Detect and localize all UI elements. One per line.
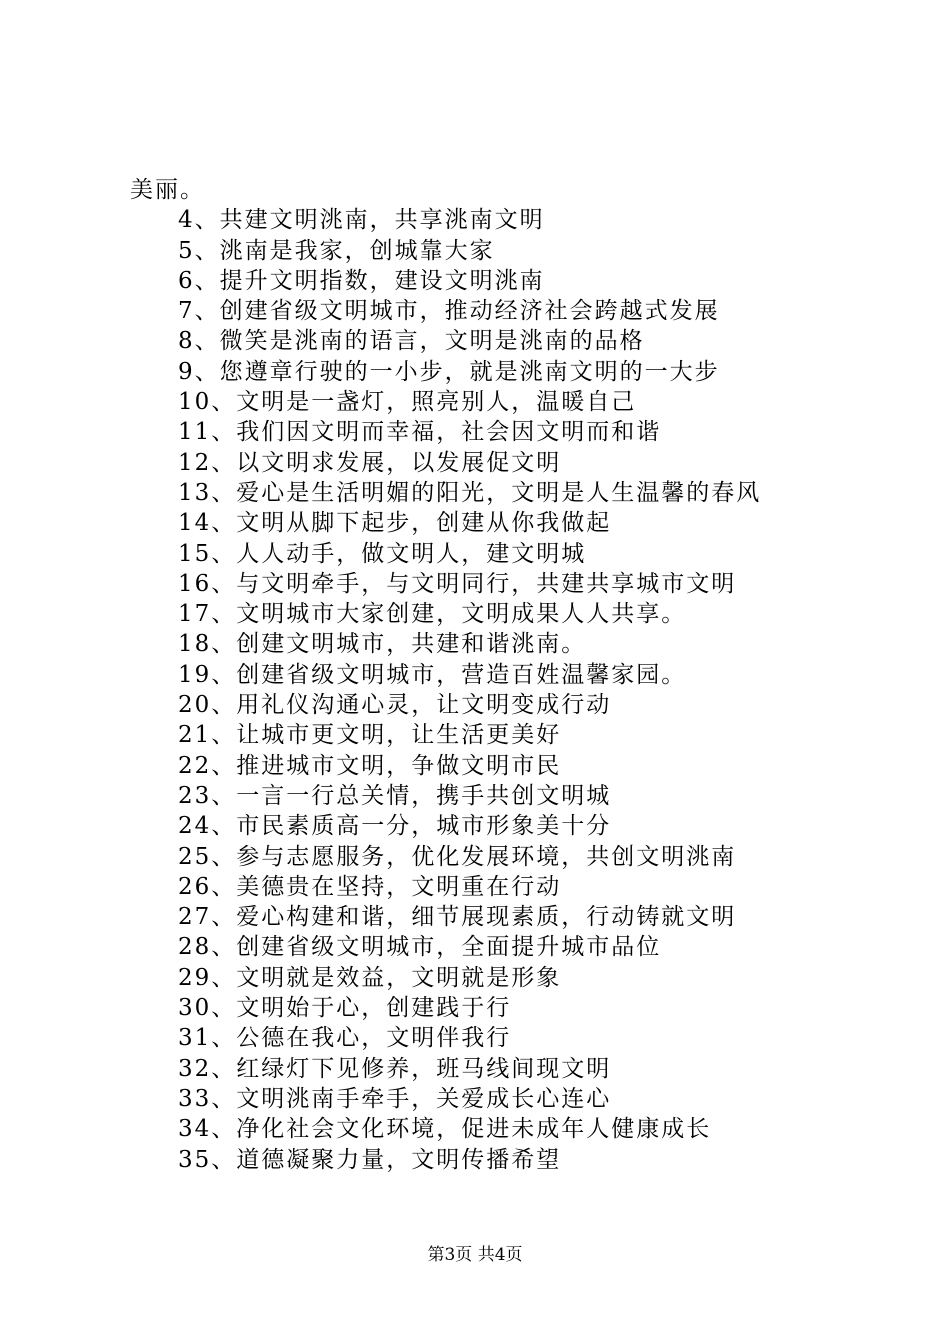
list-item: 13、爱心是生活明媚的阳光，文明是人生温馨的春风 [178, 479, 762, 506]
list-item: 11、我们因文明而幸福，社会因文明而和谐 [178, 419, 662, 446]
list-item: 15、人人动手，做文明人，建文明城 [178, 540, 587, 567]
list-item: 35、道德凝聚力量，文明传播希望 [178, 1146, 562, 1173]
list-item: 29、文明就是效益，文明就是形象 [178, 964, 562, 991]
list-item: 16、与文明牵手，与文明同行，共建共享城市文明 [178, 570, 737, 597]
list-item: 27、爱心构建和谐，细节展现素质，行动铸就文明 [178, 904, 737, 931]
list-item: 7、创建省级文明城市，推动经济社会跨越式发展 [178, 298, 720, 325]
list-item: 20、用礼仪沟通心灵，让文明变成行动 [178, 692, 612, 719]
continuation-text: 美丽。 [130, 177, 205, 203]
list-item: 28、创建省级文明城市，全面提升城市品位 [178, 934, 662, 961]
slogan-list [130, 205, 830, 1175]
list-item: 34、净化社会文化环境，促进未成年人健康成长 [178, 1116, 712, 1143]
list-item: 32、红绿灯下见修养，班马线间现文明 [178, 1055, 612, 1082]
list-item: 23、一言一行总关情，携手共创文明城 [178, 782, 612, 809]
list-item: 25、参与志愿服务，优化发展环境，共创文明洮南 [178, 843, 737, 870]
list-item: 14、文明从脚下起步，创建从你我做起 [178, 510, 612, 537]
list-item: 5、洮南是我家，创城靠大家 [178, 237, 495, 264]
list-item: 9、您遵章行驶的一小步，就是洮南文明的一大步 [178, 358, 720, 385]
list-item: 12、以文明求发展，以发展促文明 [178, 449, 562, 476]
list-item: 33、文明洮南手牵手，关爱成长心连心 [178, 1085, 612, 1112]
list-item: 18、创建文明城市，共建和谐洮南。 [178, 631, 587, 658]
list-item: 17、文明城市大家创建，文明成果人人共享。 [178, 601, 687, 628]
list-item: 31、公德在我心，文明伴我行 [178, 1025, 512, 1052]
list-item: 10、文明是一盏灯，照亮别人，温暖自己 [178, 389, 637, 416]
list-item: 4、共建文明洮南，共享洮南文明 [178, 207, 545, 234]
list-item: 6、提升文明指数，建设文明洮南 [178, 267, 545, 294]
page-footer: 第3页 共4页 [427, 1245, 523, 1265]
list-item: 19、创建省级文明城市，营造百姓温馨家园。 [178, 661, 687, 688]
list-item: 26、美德贵在坚持，文明重在行动 [178, 873, 562, 900]
list-item: 22、推进城市文明，争做文明市民 [178, 752, 562, 779]
list-item: 24、市民素质高一分，城市形象美十分 [178, 813, 612, 840]
list-item: 8、微笑是洮南的语言，文明是洮南的品格 [178, 328, 645, 355]
document-body [130, 175, 830, 1175]
list-item: 30、文明始于心，创建践于行 [178, 995, 512, 1022]
list-item: 21、让城市更文明，让生活更美好 [178, 722, 562, 749]
